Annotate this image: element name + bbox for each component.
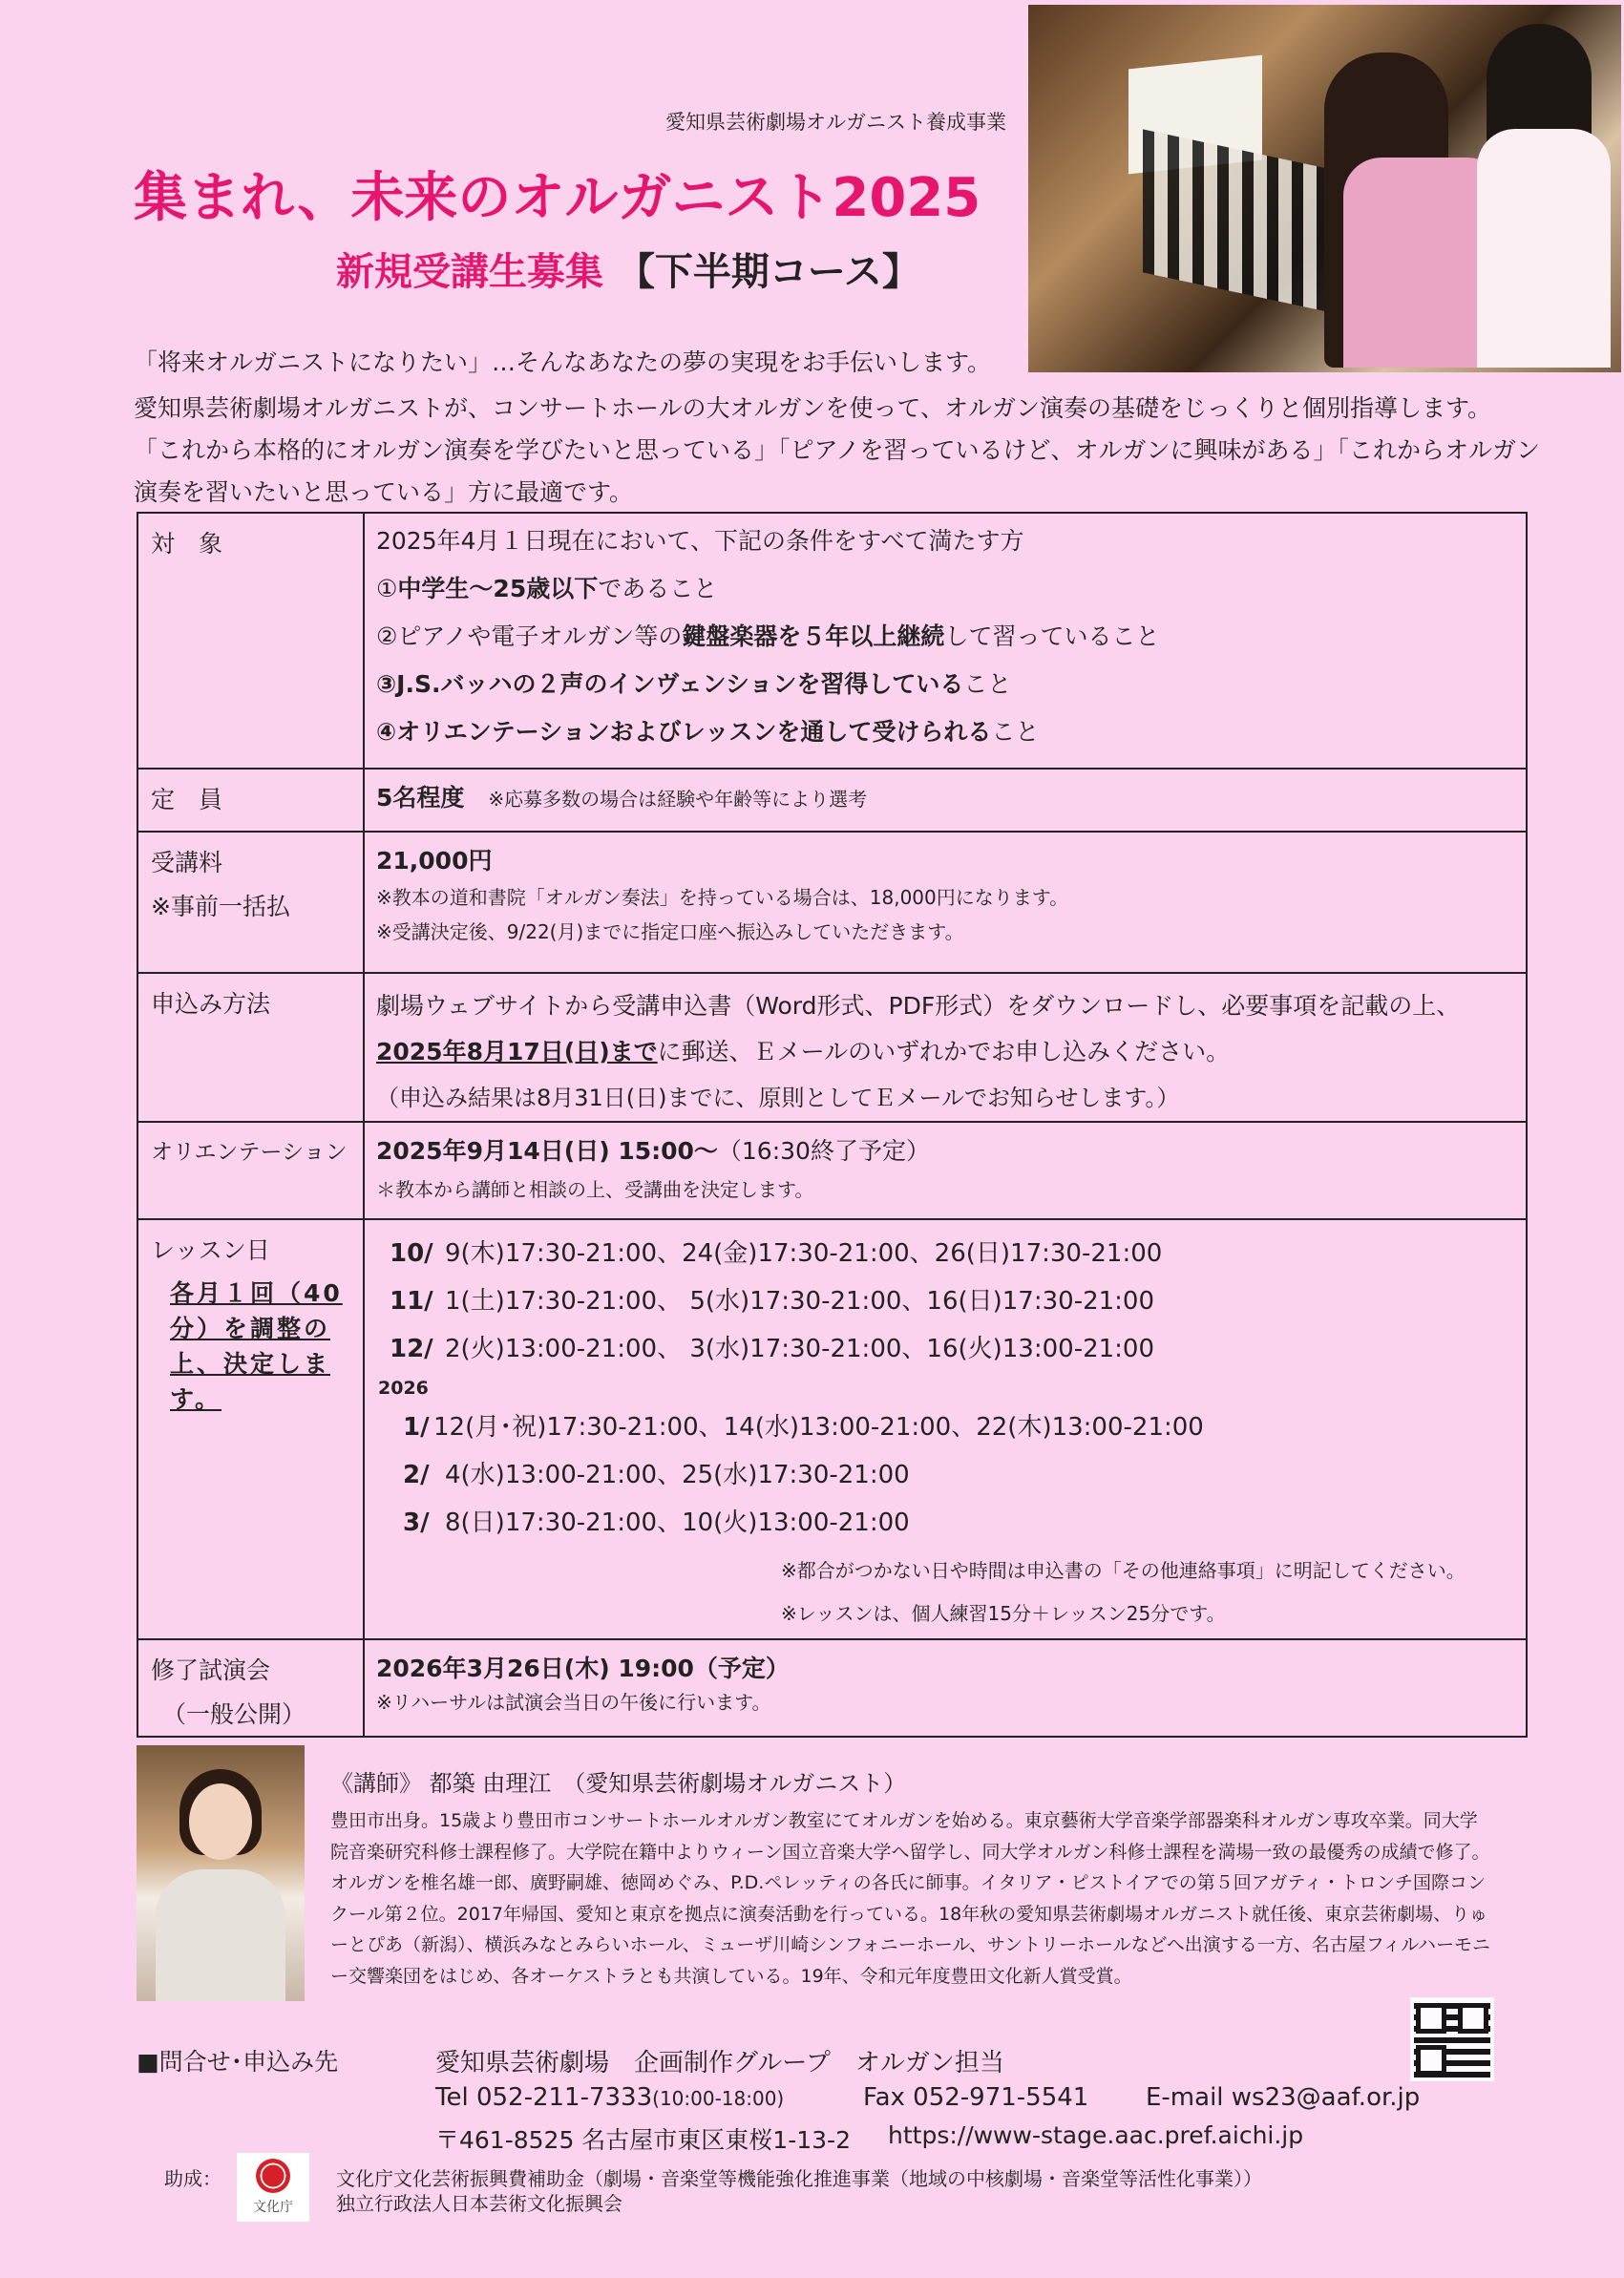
row-lessons <box>137 1219 1527 1639</box>
apply-label: 申込み方法 <box>137 973 364 1122</box>
fee-value: 21,000円 <box>376 847 493 875</box>
teacher-bio: 豊田市出身。15歳より豊田市コンサートホールオルガン教室にてオルガンを始める。東京藝術大学音楽学部器楽科オルガン専攻卒業。同大学院音楽研究科修士課程修了。大学院在籍中よりウィーン国立音楽大学へ留学し、同大学オルガン科修士課程を満場一致の最優秀の成績で修了。オルガンを椎名雄一郎、廣野嗣雄、徳岡めぐみ、P.D.ペレッティの各氏に師事。イタリア・ピストイアでの第５回アガティ・トロンチ国際コンクール第２位。2017年帰国、愛知と東京を拠点に演奏活動を行っている。18年秋の愛知県芸術劇場オルガニスト就任後、東京芸術劇場、りゅーとぴあ（新潟）、横浜みなとみらいホール、ミューザ川崎シンフォニーホール、サントリーホールなどへ出演する一方、名古屋フィルハーモニー交響楽団をはじめ、各オーケストラとも共演している。19年、令和元年度豊田文化新人賞受賞。 <box>330 1810 1490 1987</box>
lesson-row: 3/ 8(日)17:30-21:00、10(火)13:00-21:00 <box>403 1508 910 1537</box>
organ-photo <box>1028 5 1621 372</box>
recital-label-sub: （一般公開） <box>162 1700 306 1728</box>
contact-address: 〒461-8525 名古屋市東区東桜1-13-2 <box>435 2126 851 2154</box>
teacher-photo <box>137 1745 305 2001</box>
row-recital <box>137 1639 1527 1737</box>
contact-fax: Fax 052-971-5541 <box>863 2083 1089 2112</box>
recruitment-heading: 新規受講生募集 【下半期コース】 <box>336 250 920 294</box>
contact-url[interactable]: https://www-stage.aac.pref.aichi.jp <box>888 2121 1304 2149</box>
program-subtitle: 愛知県芸術劇場オルガニスト養成事業 <box>665 111 1006 134</box>
intro-line: 演奏を習いたいと思っている」方に最適です。 <box>134 478 634 506</box>
target-lead: 2025年4月１日現在において、下記の条件をすべて満たす方 <box>376 527 1024 555</box>
row-fee <box>137 832 1527 973</box>
recital-note: ※リハーサルは試演会当日の午後に行います。 <box>376 1691 771 1714</box>
contact-label: ■問合せ･申込み先 <box>137 2048 339 2076</box>
lessons-note-1: ※都合がつかない日や時間は申込書の「その他連絡事項」に明記してください。 <box>781 1559 1466 1582</box>
fee-note-2: ※受講決定後、9/22(月)までに指定口座へ振込みしていただきます。 <box>376 920 964 943</box>
row-orientation <box>137 1122 1527 1219</box>
condition-1: ①中学生～25歳以下であること <box>376 575 718 602</box>
apply-line-1: 劇場ウェブサイトから受講申込書（Word形式、PDF形式）をダウンロードし、必要事項を記載の上、 <box>376 992 1461 1020</box>
lesson-row: 1/ 12(月･祝)17:30-21:00、14(水)13:00-21:00、22(木)13:00-21:00 <box>403 1413 1204 1442</box>
orientation-time-note: （16:30終了予定） <box>717 1137 930 1165</box>
intro-line: 「これから本格的にオルガン演奏を学びたいと思っている」「ピアノを習っているけど、オルガンに興味がある」「これからオルガン <box>134 436 1541 464</box>
teacher-title: 《講師》 都築 由理江 （愛知県芸術劇場オルガニスト） <box>330 1770 907 1797</box>
apply-line-2: に郵送、Ｅメールのいずれかでお申し込みください。 <box>657 1038 1231 1065</box>
intro-line: 「将来オルガニストになりたい」…そんなあなたの夢の実現をお手伝いします。 <box>134 348 992 376</box>
lessons-note-2: ※レッスンは、個人練習15分＋レッスン25分です。 <box>781 1602 1226 1625</box>
lesson-row: 10/ 9(木)17:30-21:00、24(金)17:30-21:00、26(日)17:30-21:00 <box>390 1239 1163 1268</box>
recital-value: 2026年3月26日(木) 19:00（予定） <box>376 1655 790 1682</box>
row-target <box>137 513 1527 769</box>
contact-tel: Tel 052-211-7333(10:00-18:00) <box>435 2083 785 2112</box>
orientation-value: 2025年9月14日(日) 15:00～ <box>376 1137 718 1165</box>
condition-4: ④オリエンテーションおよびレッスンを通して受けられること <box>376 718 1040 746</box>
lesson-row: 2/ 4(水)13:00-21:00、25(水)17:30-21:00 <box>403 1461 910 1489</box>
apply-line-3: （申込み結果は8月31日(日)までに、原則としてＥメールでお知らせします。） <box>376 1085 1180 1111</box>
lessons-label: レッスン日 <box>151 1236 270 1264</box>
orientation-label: オリエンテーション <box>137 1122 364 1219</box>
lesson-row: 12/ 2(火)13:00-21:00、 3(水)17:30-21:00、16(火)13:00-21:00 <box>390 1335 1155 1363</box>
grant-line-1: 文化庁文化芸術振興費補助金（劇場・音楽堂等機能強化推進事業（地域の中核劇場・音楽堂等活性化事業）） <box>336 2167 1262 2190</box>
orientation-note: ＊教本から講師と相談の上、受講曲を決定します。 <box>376 1178 814 1201</box>
fee-label-sub: ※事前一括払 <box>151 893 290 920</box>
grant-label: 助成： <box>164 2167 221 2190</box>
row-capacity <box>137 769 1527 832</box>
grant-line-2: 独立行政法人日本芸術文化振興会 <box>336 2192 622 2215</box>
fee-note-1: ※教本の道和書院「オルガン奏法」を持っている場合は、18,000円になります。 <box>376 886 1069 909</box>
intro-line: 愛知県芸術劇場オルガニストが、コンサートホールの大オルガンを使って、オルガン演奏の基礎をじっくりと個別指導します。 <box>134 394 1492 422</box>
lessons-sub: 各月１回（40分）を調整の上、決定します。 <box>170 1279 343 1413</box>
condition-3: ③J.S.バッハの２声のインヴェンションを習得していること <box>376 670 1012 698</box>
recital-label: 修了試演会 <box>151 1656 271 1684</box>
info-table <box>137 512 1528 1738</box>
capacity-value: 5名程度 <box>376 784 465 812</box>
lesson-row: 11/ 1(土)17:30-21:00、 5(水)17:30-21:00、16(日)17:30-21:00 <box>390 1287 1155 1316</box>
qr-code-icon[interactable] <box>1410 1997 1494 2081</box>
row-apply <box>137 973 1527 1122</box>
lessons-year: 2026 <box>378 1378 429 1399</box>
apply-deadline: 2025年8月17日(日)まで <box>376 1038 658 1065</box>
target-label: 対 象 <box>137 513 364 769</box>
page-title: 集まれ、未来のオルガニスト2025 <box>134 167 981 229</box>
condition-2: ②ピアノや電子オルガン等の鍵盤楽器を５年以上継続して習っていること <box>376 622 1160 650</box>
fee-label: 受講料 <box>151 849 223 876</box>
agency-logo: 文化庁 <box>237 2153 309 2222</box>
capacity-label: 定 員 <box>137 769 364 832</box>
contact-org: 愛知県芸術劇場 企画制作グループ オルガン担当 <box>435 2049 1004 2078</box>
contact-email[interactable]: E-mail ws23@aaf.or.jp <box>1146 2083 1421 2112</box>
capacity-note: ※応募多数の場合は経験や年齢等により選考 <box>488 788 868 811</box>
